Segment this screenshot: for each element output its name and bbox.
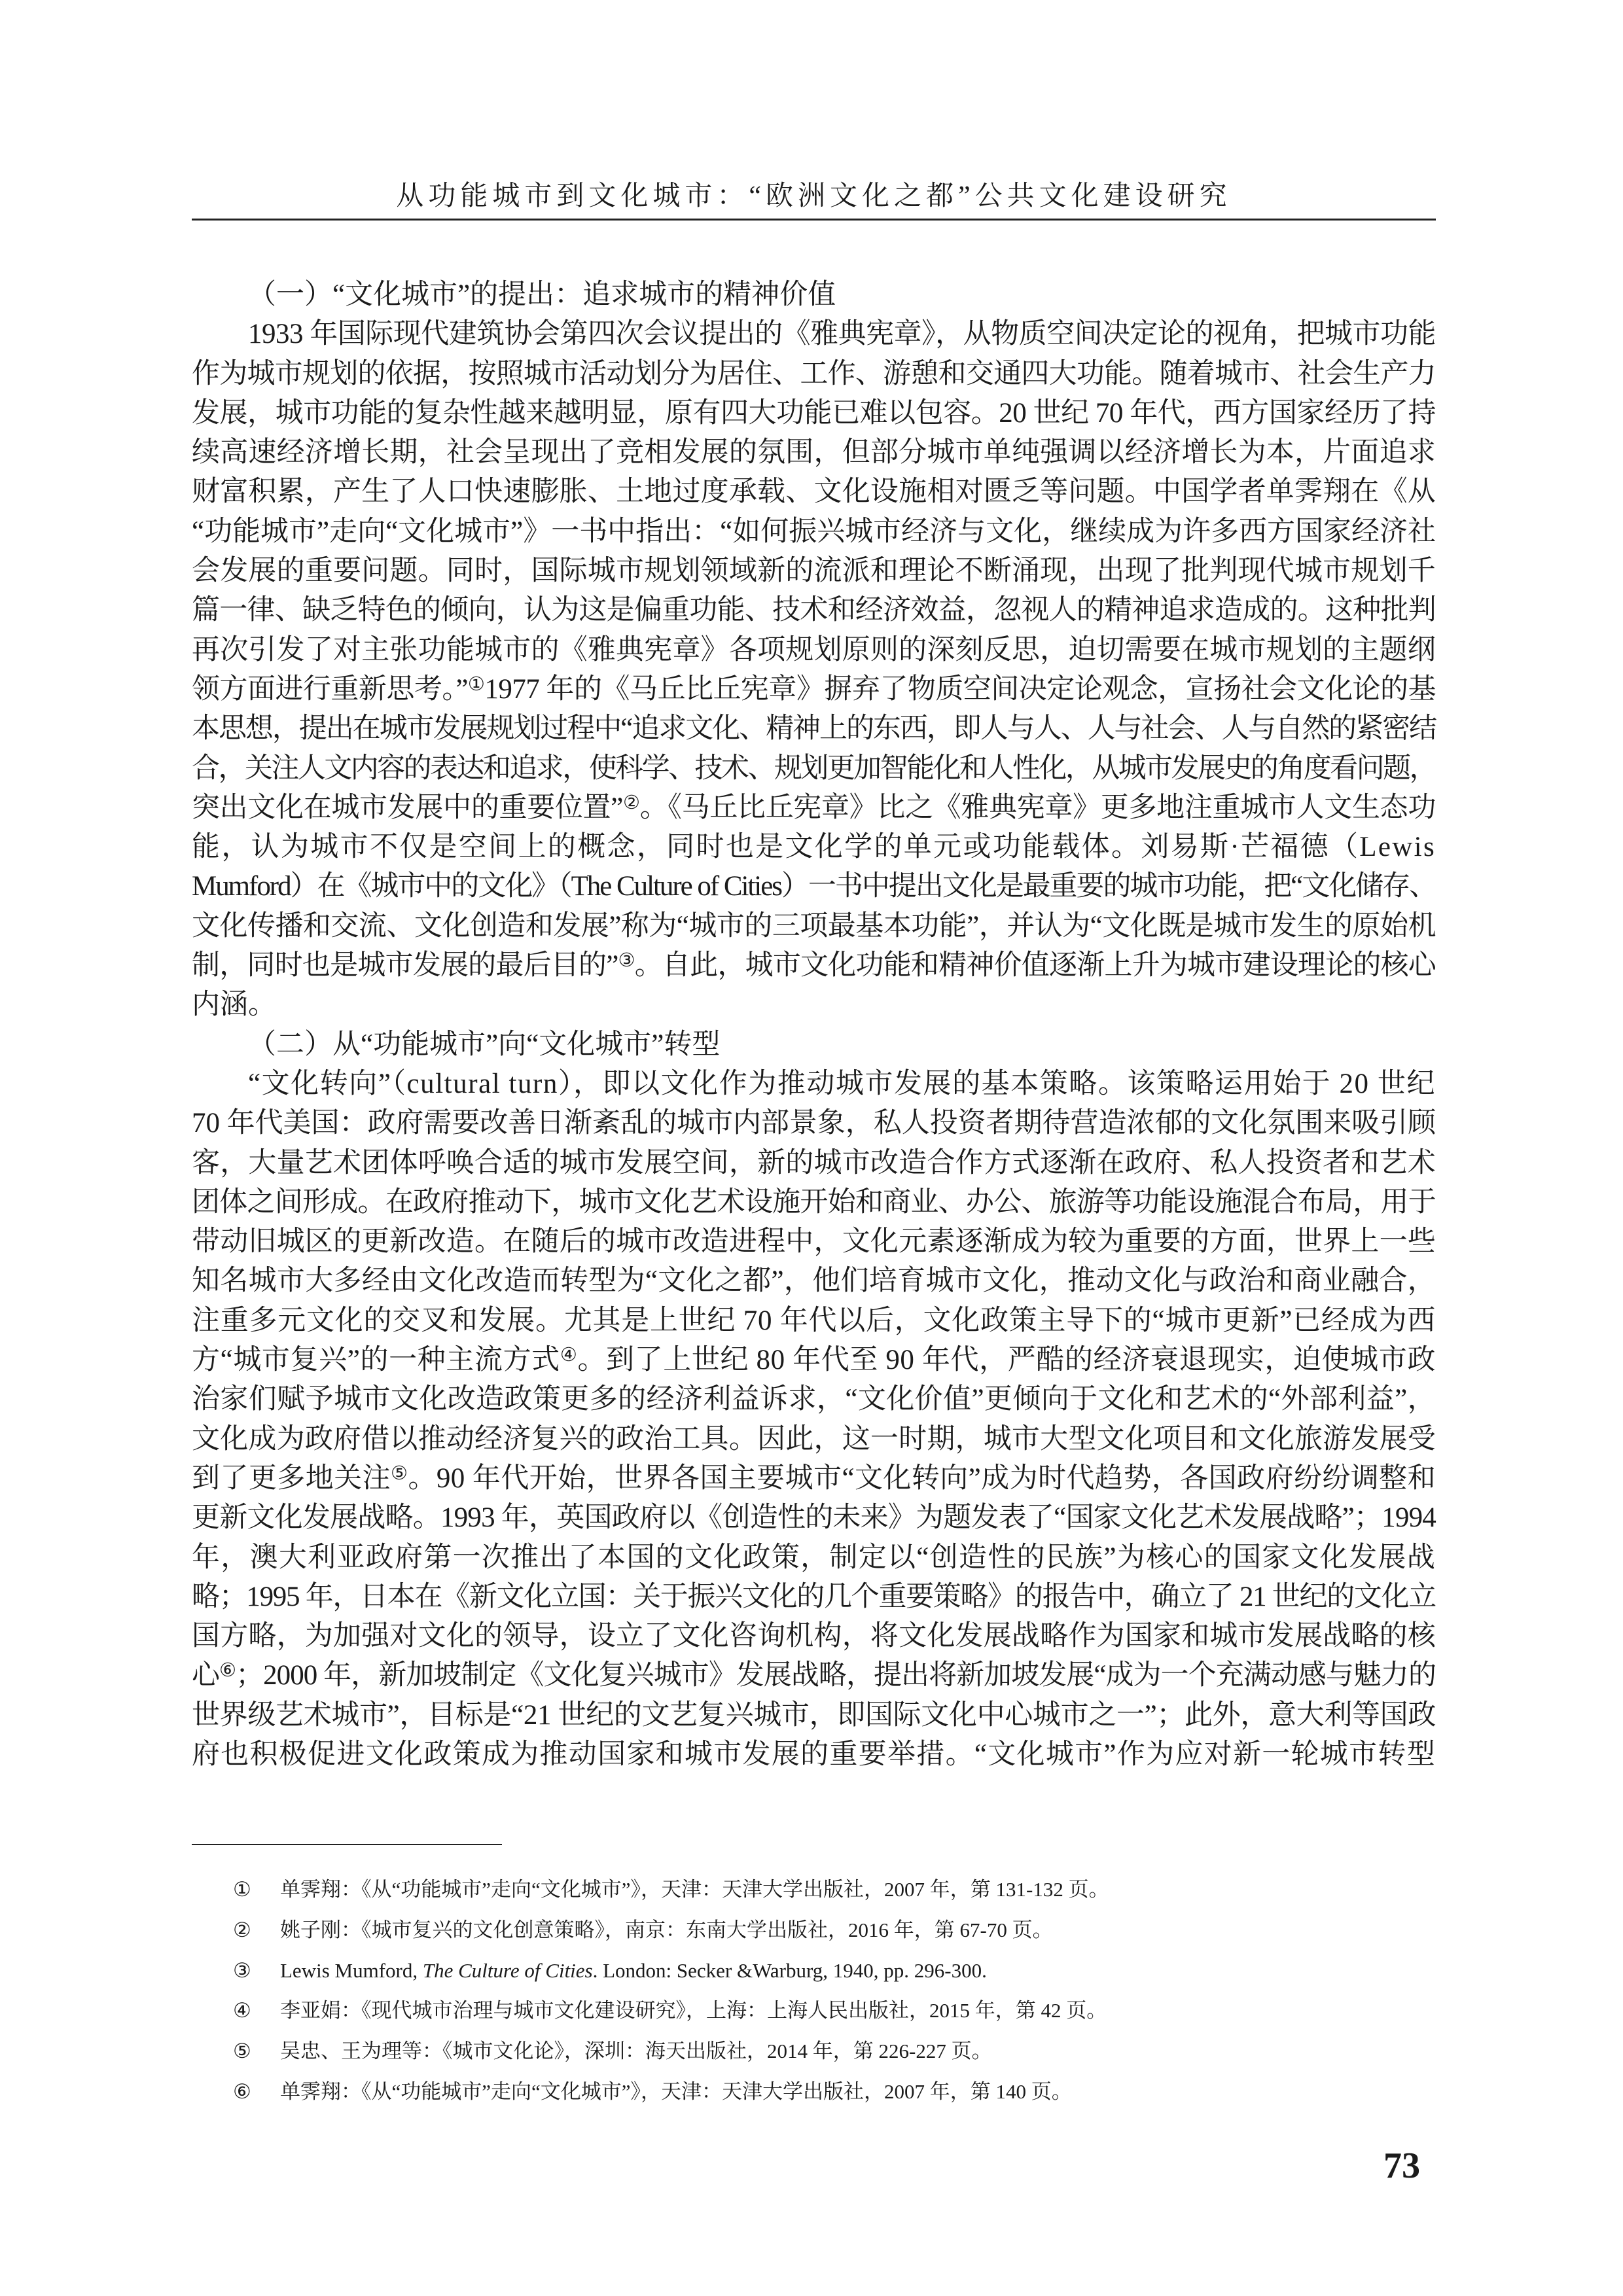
- paragraph-line: [192, 552, 1436, 591]
- footnote: [192, 2072, 1436, 2112]
- footnote-text: 单霁翔：《从“功能城市”走向“文化城市”》，天津：天津大学出版社，2007 年，第 140 页。: [280, 2079, 1072, 2103]
- paragraph-line: [192, 1262, 1436, 1301]
- paragraph-line: [192, 1696, 1436, 1735]
- footnote-reference: ③: [618, 950, 635, 972]
- line-text: 略；1995 年，日本在《新文化立国：关于振兴文化的几个重要策略》的报告中，确立了 21 世纪的文化立: [192, 1581, 1436, 1612]
- footnote-mark: ③: [233, 1958, 251, 1982]
- footnotes: [192, 1869, 1436, 2112]
- footnote: [192, 1951, 1436, 1991]
- line-text: 客，大量艺术团体呼唤合适的城市发展空间，新的城市改造合作方式逐渐在政府、私人投资者和艺术: [192, 1147, 1436, 1178]
- paragraph-line: [192, 1104, 1436, 1143]
- paragraph-line: [192, 1459, 1436, 1498]
- paragraph-line: [192, 749, 1436, 788]
- footnote-reference: ⑥: [219, 1660, 236, 1682]
- footnote-mark: ⑥: [233, 2079, 251, 2103]
- line-text: 内涵。: [192, 989, 276, 1021]
- paragraph-line: [192, 1222, 1436, 1262]
- footnote-mark: ④: [233, 1999, 251, 2022]
- paragraph-line: [192, 1538, 1436, 1578]
- line-text: 心⑥；2000 年，新加坡制定《文化复兴城市》发展战略，提出将新加坡发展“成为一个充满动感与魅力的: [192, 1660, 1436, 1691]
- paragraph-line: [192, 433, 1436, 472]
- line-text: 世界级艺术城市”，目标是“21 世纪的文艺复兴城市，即国际文化中心城市之一”；此外，意大利等国政: [192, 1699, 1436, 1731]
- paragraph-line: [192, 1183, 1436, 1222]
- footnote: [192, 2031, 1436, 2072]
- footnote-text: 姚子刚：《城市复兴的文化创意策略》，南京：东南大学出版社，2016 年，第 67-70 页。: [280, 1918, 1053, 1941]
- page-number: 73: [1383, 2146, 1420, 2186]
- paragraph-line: [192, 946, 1436, 985]
- line-text: 财富积累，产生了人口快速膨胀、土地过度承载、文化设施相对匮乏等问题。中国学者单霁翔在《从: [192, 476, 1436, 508]
- line-text: 文化成为政府借以推动经济复兴的政治工具。因此，这一时期，城市大型文化项目和文化旅游发展受: [192, 1423, 1436, 1455]
- paragraph-line: [192, 670, 1436, 709]
- footnote-text: [280, 1951, 987, 1991]
- running-head: 从功能城市到文化城市：“欧洲文化之都”公共文化建设研究: [396, 181, 1232, 211]
- line-text: 团体之间形成。在政府推动下，城市文化艺术设施开始和商业、办公、旅游等功能设施混合布局，用于: [192, 1186, 1436, 1218]
- paragraph-line: [192, 1144, 1436, 1183]
- paragraph-line: [192, 394, 1436, 433]
- line-text: 本思想，提出在城市发展规划过程中“追求文化、精神上的东西，即人与人、人与社会、人与自然的紧密结: [192, 713, 1436, 745]
- line-text: 文化传播和交流、文化创造和发展”称为“城市的三项最基本功能”，并认为“文化既是城市发生的原始机: [192, 910, 1436, 942]
- paragraph-line: [192, 315, 1436, 354]
- footnote-mark: ②: [233, 1918, 251, 1941]
- paragraph-line: [192, 591, 1436, 630]
- paragraph-line: [192, 788, 1436, 828]
- paragraph-line: [192, 1380, 1436, 1419]
- paragraph-line: [192, 512, 1436, 552]
- paragraph-line: [192, 631, 1436, 670]
- line-text: 合，关注人文内容的表达和追求，使科学、技术、规划更加智能化和人性化，从城市发展史的角度看问题，: [192, 752, 1436, 784]
- footnote-mark: ⑤: [233, 2040, 251, 2063]
- line-text: “功能城市”走向“文化城市”》一书中指出：“如何振兴城市经济与文化，继续成为许多西方国家经济社: [192, 516, 1436, 547]
- line-text: 再次引发了对主张功能城市的《雅典宪章》各项规划原则的深刻反思，迫切需要在城市规划的主题纲: [192, 634, 1436, 665]
- footnote: [192, 1910, 1436, 1951]
- line-text: 会发展的重要问题。同时，国际城市规划领域新的流派和理论不断涌现，出现了批判现代城市规划千: [192, 556, 1436, 587]
- paragraph-line: [192, 828, 1436, 867]
- line-text: 领方面进行重新思考。”①1977 年的《马丘比丘宪章》摒弃了物质空间决定论观念，宣扬社会文化论的基: [192, 673, 1436, 705]
- paragraph-line: [192, 1301, 1436, 1341]
- line-text: 府也积极促进文化政策成为推动国家和城市发展的重要举措。“文化城市”作为应对新一轮城市转型: [192, 1739, 1436, 1770]
- paragraph-line: [192, 1498, 1436, 1538]
- footnote-reference: ④: [560, 1345, 578, 1366]
- footnote-reference: ⑤: [391, 1462, 408, 1484]
- footnote-reference: ①: [467, 673, 485, 695]
- line-text: 更新文化发展战略。1993 年，英国政府以《创造性的未来》为题发表了“国家文化艺术发展战略”；1994: [192, 1502, 1436, 1534]
- paragraph-line: [192, 1341, 1436, 1380]
- line-text: 到了更多地关注⑤。90 年代开始，世界各国主要城市“文化转向”成为时代趋势，各国政府纷纷调整和: [192, 1462, 1436, 1494]
- line-text: “文化转向”（cultural turn），即以文化作为推动城市发展的基本策略。该策略运用始于 20 世纪: [248, 1068, 1436, 1099]
- body-text: [192, 275, 1436, 1775]
- paragraph-line: [192, 1578, 1436, 1617]
- line-text: 70 年代美国：政府需要改善日渐紊乱的城市内部景象，私人投资者期待营造浓郁的文化氛围来吸引顾: [192, 1108, 1436, 1139]
- line-text: Mumford）在《城市中的文化》（The Culture of Cities）一书中提出文化是最重要的城市功能，把“文化储存、: [192, 871, 1436, 902]
- footnote: [192, 1869, 1436, 1910]
- paragraph-line: [192, 1065, 1436, 1104]
- section-heading: [192, 1025, 1436, 1065]
- footnote-book-title: The Culture of Cities: [422, 1958, 593, 1982]
- footnote: [192, 1990, 1436, 2031]
- section-heading-text: （一）“文化城市”的提出：追求城市的精神价值: [248, 279, 836, 310]
- line-text: 突出文化在城市发展中的重要位置”②。《马丘比丘宪章》比之《雅典宪章》更多地注重城市人文生态功: [192, 792, 1436, 823]
- footnote-publication-info: . London: Secker &Warburg, 1940, pp. 296-300.: [592, 1958, 987, 1982]
- paragraph-line: [192, 1656, 1436, 1695]
- line-text: 续高速经济增长期，社会呈现出了竞相发展的氛围，但部分城市单纯强调以经济增长为本，片面追求: [192, 437, 1436, 468]
- paragraph-line: [192, 709, 1436, 749]
- paragraph-line: [192, 1735, 1436, 1775]
- footnote-text: 单霁翔：《从“功能城市”走向“文化城市”》，天津：天津大学出版社，2007 年，第 131-132 页。: [280, 1878, 1109, 1901]
- line-text: 1933 年国际现代建筑协会第四次会议提出的《雅典宪章》，从物质空间决定论的视角，把城市功能: [248, 319, 1436, 350]
- paragraph-line: [192, 907, 1436, 946]
- line-text: 注重多元文化的交叉和发展。尤其是上世纪 70 年代以后，文化政策主导下的“城市更新”已经成为西: [192, 1305, 1436, 1336]
- paragraph-line: [192, 355, 1436, 394]
- footnote-author: Lewis Mumford,: [280, 1958, 423, 1982]
- line-text: 知名城市大多经由文化改造而转型为“文化之都”，他们培育城市文化，推动文化与政治和商业融合，: [192, 1265, 1436, 1297]
- line-text: 能，认为城市不仅是空间上的概念，同时也是文化学的单元或功能载体。刘易斯·芒福德（Lewis: [192, 832, 1436, 863]
- line-text: 发展，城市功能的复杂性越来越明显，原有四大功能已难以包容。20 世纪 70 年代，西方国家经历了持: [192, 397, 1436, 429]
- line-text: 年，澳大利亚政府第一次推出了本国的文化政策，制定以“创造性的民族”为核心的国家文化发展战: [192, 1542, 1436, 1573]
- header-rule: [192, 219, 1436, 221]
- footnote-rule: [192, 1844, 502, 1845]
- footnote-reference: ②: [623, 792, 640, 813]
- line-text: 篇一律、缺乏特色的倾向，认为这是偏重功能、技术和经济效益，忽视人的精神追求造成的。这种批判: [192, 595, 1436, 626]
- line-text: 治家们赋予城市文化改造政策更多的经济利益诉求，“文化价值”更倾向于文化和艺术的“外部利益”，: [192, 1384, 1436, 1415]
- paragraph-line: [192, 985, 1436, 1025]
- section-heading: [192, 275, 1436, 315]
- paragraph-line: [192, 867, 1436, 906]
- footnote-text: 李亚娟：《现代城市治理与城市文化建设研究》，上海：上海人民出版社，2015 年，第 42 页。: [280, 1999, 1107, 2022]
- paragraph-line: [192, 1420, 1436, 1459]
- line-text: 带动旧城区的更新改造。在随后的城市改造进程中，文化元素逐渐成为较为重要的方面，世界上一些: [192, 1226, 1436, 1258]
- paragraph-line: [192, 472, 1436, 512]
- line-text: 制，同时也是城市发展的最后目的”③。自此，城市文化功能和精神价值逐渐上升为城市建设理论的核心: [192, 950, 1436, 981]
- line-text: 方“城市复兴”的一种主流方式④。到了上世纪 80 年代至 90 年代，严酷的经济衰退现实，迫使城市政: [192, 1345, 1436, 1376]
- paragraph-line: [192, 1617, 1436, 1656]
- line-text: 作为城市规划的依据，按照城市活动划分为居住、工作、游憩和交通四大功能。随着城市、社会生产力: [192, 358, 1436, 389]
- footnote-text: 吴忠、王为理等：《城市文化论》，深圳：海天出版社，2014 年，第 226-227 页。: [280, 2040, 992, 2063]
- section-heading-text: （二）从“功能城市”向“文化城市”转型: [248, 1029, 721, 1060]
- footnote-mark: ①: [233, 1878, 251, 1901]
- line-text: 国方略，为加强对文化的领导，设立了文化咨询机构，将文化发展战略作为国家和城市发展战略的核: [192, 1621, 1436, 1652]
